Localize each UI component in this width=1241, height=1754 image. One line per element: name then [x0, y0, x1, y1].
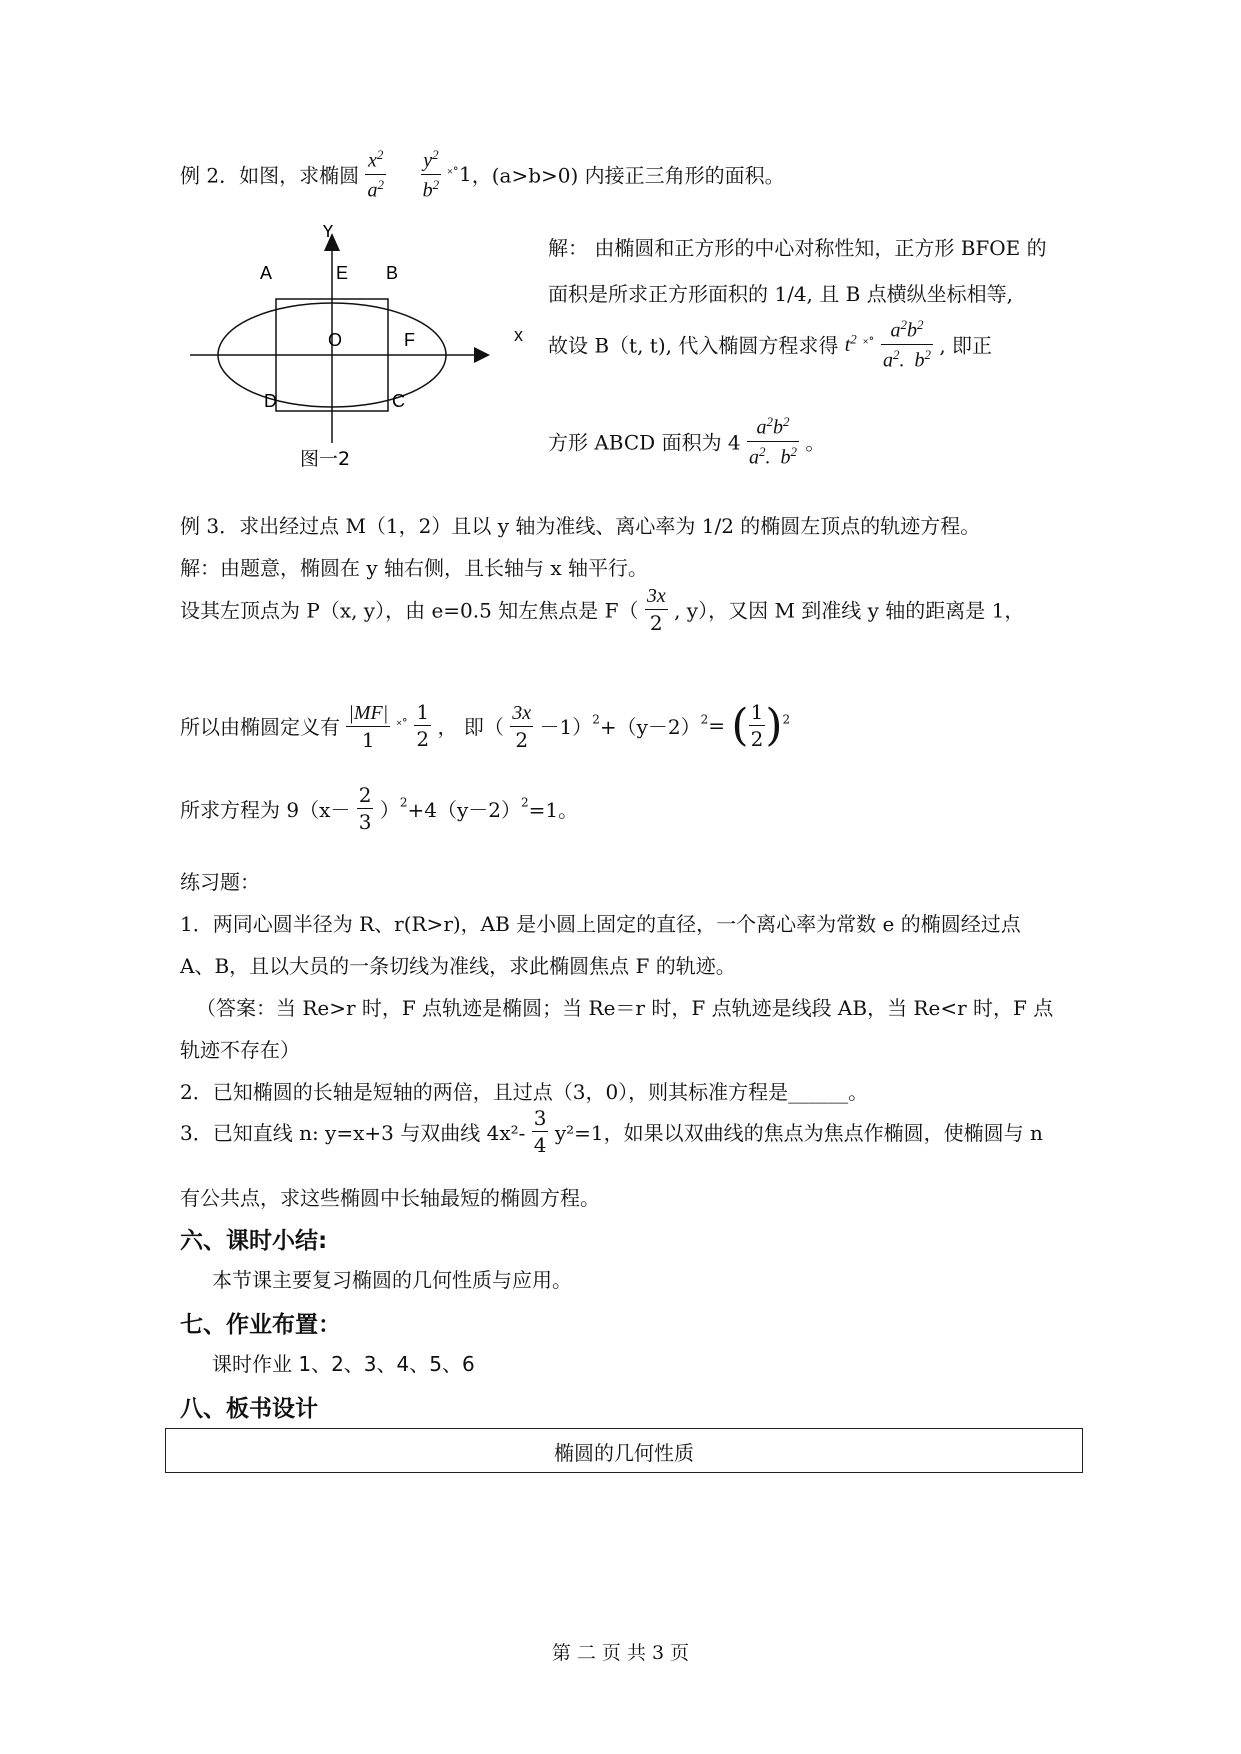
exercise-3-line1: 3．已知直线 n: y=x+3 与双曲线 4x²- $\frac{3}{4}$ y²=1，如果以双曲线的焦点为焦点作椭圆，使椭圆与 n	[180, 1106, 1043, 1157]
exercise-1-line2: A、B，且以大员的一条切线为准线，求此椭圆焦点 F 的轨迹。	[180, 954, 736, 978]
frac-3x-2: $\frac{3x}{2}$	[646, 585, 666, 635]
frac-3x-2b: $\frac{3x}{2}$	[512, 701, 532, 752]
exercise-1-answer-line2: 轨迹不存在）	[180, 1038, 300, 1062]
x-axis-arrow	[474, 347, 490, 363]
solution-line-4: 方形 ABCD 面积为 4 $\frac{a^2b^2}{a^2. b^2}$ 。	[548, 414, 826, 469]
figure-caption: 图一2	[300, 448, 351, 470]
frac-half: $\frac{1}{2}$	[750, 700, 764, 751]
example2-tail: ，(a>b>0) 内接正三角形的面积。	[471, 163, 785, 188]
exercise-2: 2．已知椭圆的长轴是短轴的两倍，且过点（3，0），则其标准方程是______。	[180, 1080, 869, 1104]
frac-y2-b2: $\frac{y^2}{b^2}$	[422, 147, 440, 202]
label-F: F	[404, 330, 415, 350]
example2-label: 例 2．如图，求椭圆	[180, 163, 360, 188]
label-E: E	[336, 263, 349, 283]
example3-line3: 所以由椭圆定义有 $\frac{|MF|}{1}$ ˟˚ $\frac{1}{2}$ ， 即（ $\frac{3x}{2}$ $-1)^2+(y-2)^2=$ ( $\frac{1}{2}$ )$^2$	[180, 700, 791, 752]
x-axis-label: x	[514, 325, 523, 345]
exercise-1-answer-line1: （答案：当 Re>r 时，F 点轨迹是椭圆；当 Re＝r 时，F 点轨迹是线段 AB，当 Re<r 时，F 点	[196, 996, 1054, 1020]
section-7-body: 课时作业 1、2、3、4、5、6	[212, 1352, 475, 1376]
solution-line-1: 解： 由椭圆和正方形的中心对称性知，正方形 BFOE 的	[548, 236, 1047, 260]
label-B: B	[386, 263, 399, 283]
example2-eq-mark: 1	[459, 162, 472, 187]
page-footer: 第 二 页 共 3 页	[551, 1642, 690, 1664]
label-O: O	[328, 330, 343, 350]
exercise-1-line1: 1．两同心圆半径为 R、r(R>r)，AB 是小圆上固定的直径，一个离心率为常数 e 的椭圆经过点	[180, 912, 1021, 936]
frac-t2: $\frac{a^2b^2}{a^2. b^2}$	[882, 317, 931, 372]
frac-1-2: $\frac{1}{2}$	[416, 700, 430, 751]
example2-line: 例 2．如图，求椭圆 $\frac{x^2}{a^2}$ $\frac{y^2}{b^2}$ ˟˚1，(a>b>0) 内接正三角形的面积。	[180, 147, 785, 202]
frac-2-3: $\frac{2}{3}$	[358, 783, 372, 834]
example3-line2: 设其左顶点为 P（x, y），由 e=0.5 知左焦点是 F（ $\frac{3x}{2}$ , y），又因 M 到准线 y 轴的距离是 1，	[180, 585, 1025, 635]
label-A: A	[260, 263, 273, 283]
frac-MF-1: $\frac{|MF|}{1}$	[348, 701, 389, 752]
label-C: C	[392, 391, 405, 411]
example3-title: 例 3．求出经过点 M（1，2）且以 y 轴为准线、离心率为 1/2 的椭圆左顶点的轨迹方程。	[180, 514, 981, 538]
section-8-title: 八、板书设计	[180, 1396, 318, 1422]
example3-line1: 解：由题意，椭圆在 y 轴右侧，且长轴与 x 轴平行。	[180, 556, 649, 580]
label-Y: Y	[322, 225, 335, 241]
example3-line4: 所求方程为 9（x－ $\frac{2}{3}$ ）$^2+4(y-2)^2=1$。	[180, 783, 579, 834]
section-6-body: 本节课主要复习椭圆的几何性质与应用。	[212, 1268, 572, 1292]
frac-area: $\frac{a^2b^2}{a^2. b^2}$	[749, 414, 798, 469]
board-design-box	[165, 1428, 1083, 1473]
board-title: 椭圆的几何性质	[554, 1441, 694, 1465]
exercises-title: 练习题：	[180, 870, 260, 894]
exercise-3-line2: 有公共点，求这些椭圆中长轴最短的椭圆方程。	[180, 1186, 600, 1210]
label-D: D	[264, 391, 277, 411]
frac-3-4: $\frac{3}{4}$	[533, 1106, 547, 1157]
section-7-title: 七、作业布置：	[180, 1312, 341, 1338]
ellipse-figure	[180, 225, 540, 475]
section-6-title: 六、课时小结:	[180, 1228, 328, 1254]
solution-line-2: 面积是所求正方形面积的 1/4, 且 B 点横纵坐标相等,	[548, 282, 1014, 306]
frac-x2-a2: $\frac{x^2}{a^2}$	[367, 147, 384, 202]
solution-line-3: 故设 B（t, t), 代入椭圆方程求得 $t^2$ ˟˚ $\frac{a^2b^2}{a^2. b^2}$ , 即正	[548, 317, 993, 372]
